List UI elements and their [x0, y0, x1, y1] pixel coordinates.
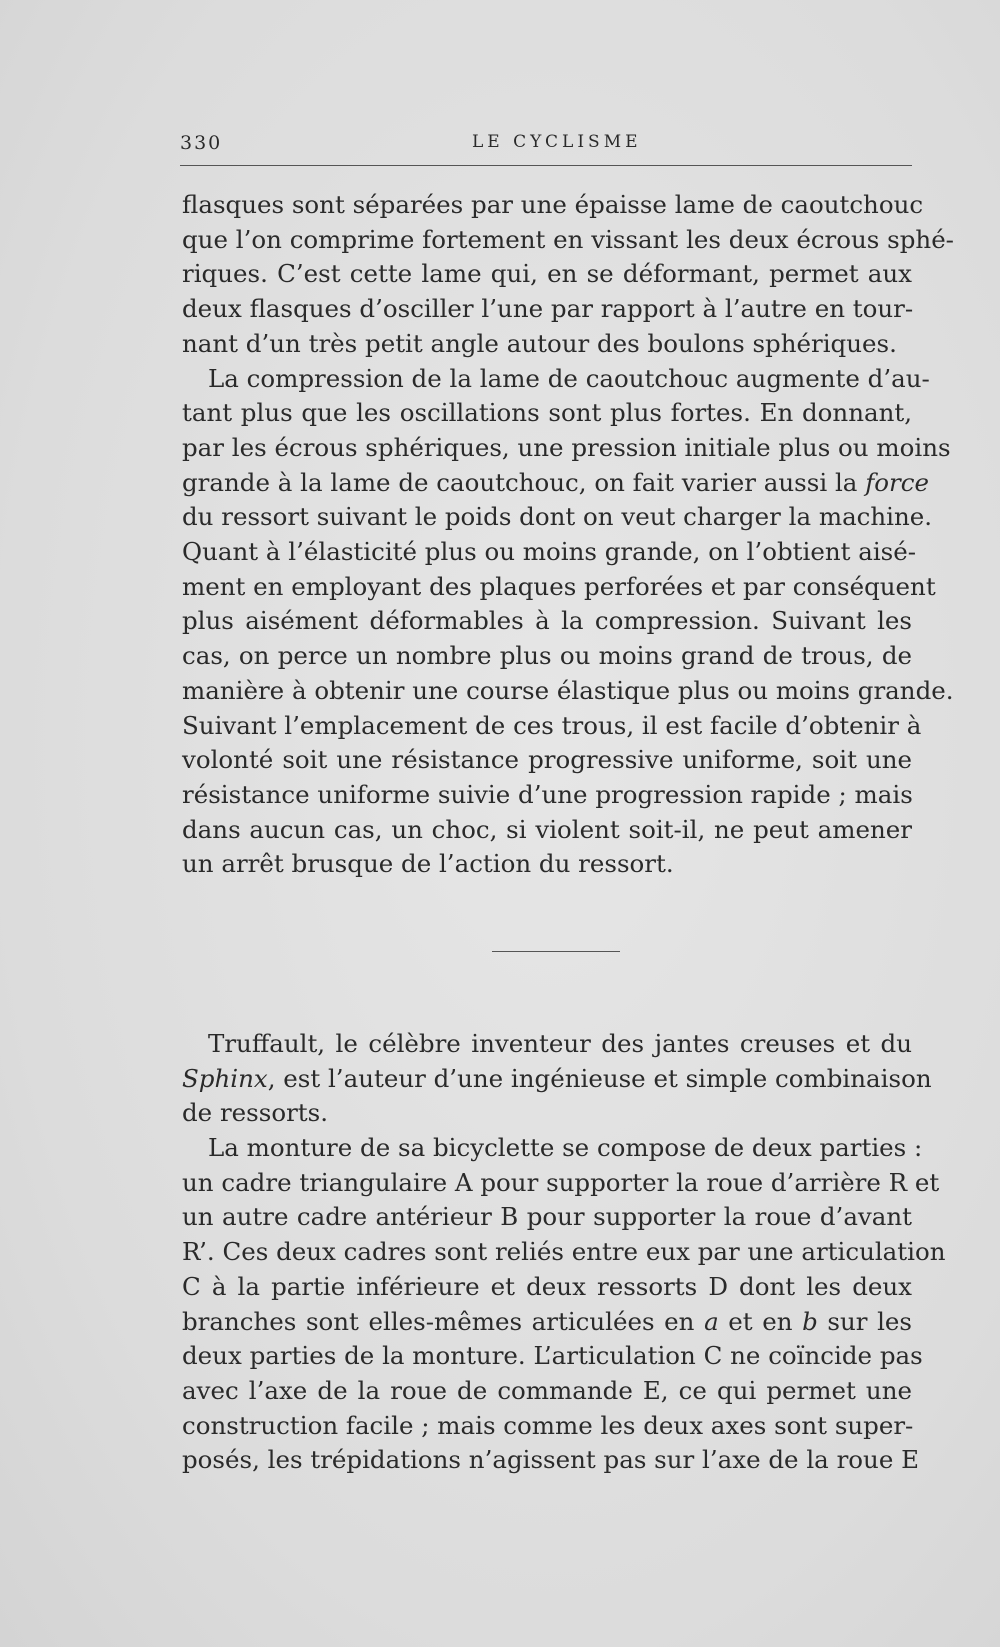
italic-word: force — [865, 467, 929, 497]
text-line — [182, 466, 929, 501]
page-header — [180, 132, 912, 162]
text-line: manière à obtenir une course élastique plus ou moins grande. — [182, 675, 954, 705]
page-number: 330 — [180, 132, 223, 154]
text-line: posés, les trépidations n’agissent pas sur l’axe de la roue E — [182, 1445, 919, 1475]
text-line: construction facile ; mais comme les deux axes sont super- — [182, 1410, 914, 1440]
text-line: un cadre triangulaire A pour supporter la roue d’arrière R et — [182, 1167, 940, 1197]
text-line: ment en employant des plaques perforées et par conséquent — [182, 571, 936, 601]
text-run: grande à la lame de caoutchouc, on fait varier aussi la — [182, 467, 858, 497]
text-line: par les écrous sphériques, une pression initiale plus ou moins — [182, 432, 951, 462]
text-line: tant plus que les oscillations sont plus fortes. En donnant, — [182, 398, 912, 428]
text-line: C à la partie inférieure et deux ressorts D dont les deux — [182, 1271, 912, 1301]
text-line: flasques sont séparées par une épaisse lame de caoutchouc — [182, 190, 924, 219]
text-run: et en — [718, 1306, 803, 1336]
text-run: sur les — [817, 1306, 912, 1336]
text-line: de ressorts. — [182, 1098, 328, 1128]
text-run: , est l’auteur d’une ingénieuse et simple combinaison — [267, 1063, 932, 1093]
text-line: dans aucun cas, un choc, si violent soit-il, ne peut amener — [182, 814, 912, 844]
text-line: un autre cadre antérieur B pour supporter la roue d’avant — [182, 1202, 912, 1232]
paragraph-continued — [182, 188, 954, 362]
text-line: deux flasques d’osciller l’une par rapport à l’autre en tour- — [182, 294, 914, 324]
italic-letter: a — [704, 1306, 719, 1336]
paragraph-monture — [182, 1131, 946, 1478]
text-line: Suivant l’emplacement de ces trous, il est facile d’obtenir à — [182, 710, 922, 740]
text-line: nant d’un très petit angle autour des boulons sphériques. — [182, 328, 897, 358]
italic-word: Sphinx — [182, 1063, 268, 1093]
header-rule — [180, 165, 912, 166]
text-line: du ressort suivant le poids dont on veut charger la machine. — [182, 502, 933, 532]
paragraph-truffault — [182, 1027, 932, 1131]
text-line: avec l’axe de la roue de commande E, ce qui permet une — [182, 1375, 912, 1405]
running-title: LE CYCLISME — [472, 132, 642, 152]
text-line: cas, on perce un nombre plus ou moins grand de trous, de — [182, 641, 912, 671]
paragraph-compression — [182, 362, 954, 883]
text-line: La compression de la lame de caoutchouc augmente d’au- — [208, 363, 930, 393]
text-line: R’. Ces deux cadres sont reliés entre eux par une articulation — [182, 1237, 946, 1267]
text-line: Quant à l’élasticité plus ou moins grande, on l’obtient aisé- — [182, 537, 917, 567]
text-run: branches sont elles-mêmes articulées en — [182, 1306, 695, 1336]
text-line: Truffault, le célèbre inventeur des jantes creuses et du — [208, 1029, 912, 1058]
text-line: plus aisément déformables à la compression. Suivant les — [182, 606, 912, 636]
text-line: volonté soit une résistance progressive uniforme, soit une — [182, 745, 912, 775]
text-line — [182, 1305, 912, 1340]
section-separator — [492, 951, 620, 952]
text-line: La monture de sa bicyclette se compose de deux parties : — [208, 1133, 923, 1162]
text-line: un arrêt brusque de l’action du ressort. — [182, 849, 674, 879]
italic-letter: b — [802, 1306, 818, 1336]
text-line — [182, 1062, 932, 1097]
text-line: deux parties de la monture. L’articulation C ne coïncide pas — [182, 1341, 923, 1371]
text-line: que l’on comprime fortement en vissant les deux écrous sphé- — [182, 224, 954, 254]
text-line: riques. C’est cette lame qui, en se déformant, permet aux — [182, 259, 912, 289]
text-line: résistance uniforme suivie d’une progression rapide ; mais — [182, 779, 913, 809]
